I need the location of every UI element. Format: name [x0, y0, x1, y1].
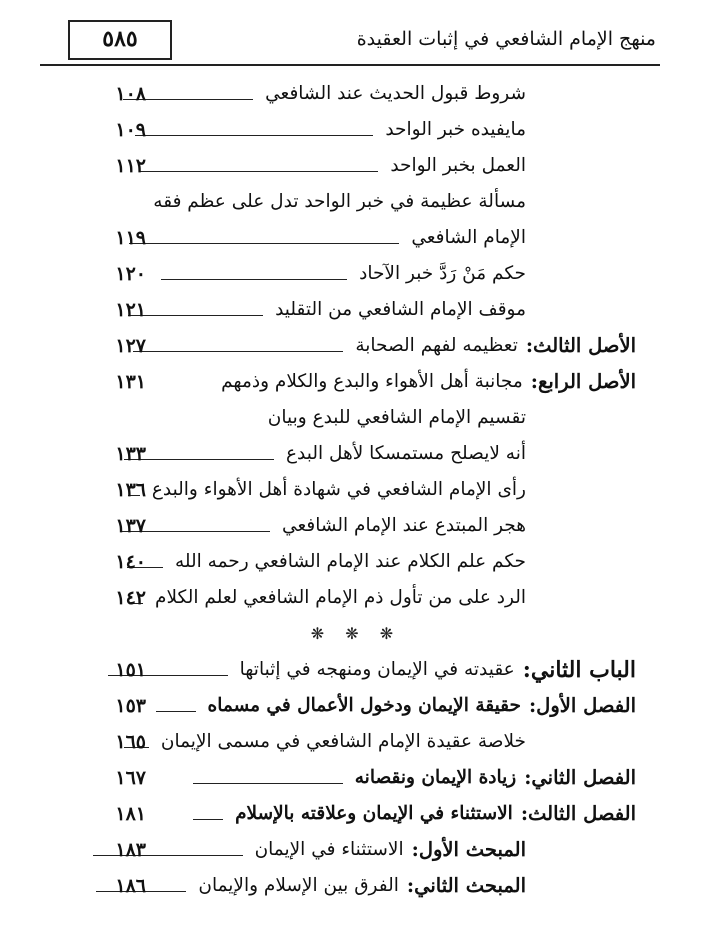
toc-page-number: ١٨١ — [115, 803, 146, 825]
toc-title: الاستثناء في الإيمان وعلاقته بالإسلام — [235, 803, 513, 824]
toc-page-number: ١٤٠ — [115, 551, 146, 573]
toc-title: تقسيم الإمام الشافعي للبدع وبيان — [267, 407, 526, 428]
toc-page-number: ١٠٩ — [115, 119, 146, 141]
toc-entry — [76, 220, 636, 256]
toc-page-number: ١٦٧ — [115, 767, 146, 789]
toc-entry — [76, 868, 636, 904]
toc-entry — [76, 724, 636, 760]
toc-label: الفصل الثالث: — [520, 802, 636, 825]
toc-entry — [76, 76, 636, 112]
leader-line — [161, 279, 347, 280]
toc-label: الأصل الرابع: — [530, 370, 636, 393]
toc-entry — [76, 184, 636, 220]
toc-page-number: ١٣٦ — [115, 479, 146, 501]
toc-page-number: ١٣٧ — [115, 515, 146, 537]
toc-page-number: ١٢١ — [115, 299, 146, 321]
toc-title: مجانبة أهل الأهواء والبدع والكلام وذمهم — [221, 371, 523, 392]
toc-title: هجر المبتدع عند الإمام الشافعي — [282, 515, 526, 536]
table-of-contents — [76, 76, 636, 904]
toc-entry — [76, 436, 636, 472]
toc-label: الفصل الأول: — [528, 694, 636, 717]
toc-label: المبحث الثاني: — [406, 874, 526, 897]
toc-title: الفرق بين الإسلام والإيمان — [198, 875, 399, 896]
toc-entry — [76, 364, 636, 400]
toc-title: زيادة الإيمان ونقصانه — [354, 767, 517, 788]
toc-entry — [76, 796, 636, 832]
running-title: منهج الإمام الشافعي في إثبات العقيدة — [356, 28, 656, 50]
toc-page-number: ١٨٦ — [115, 875, 146, 897]
toc-page-number: ١٨٣ — [115, 839, 146, 861]
toc-entry — [76, 112, 636, 148]
toc-label: المبحث الأول: — [411, 838, 526, 861]
toc-entry — [76, 652, 636, 688]
leader-line — [193, 783, 343, 784]
toc-page-number: ١٢٠ — [115, 263, 146, 285]
section-separator: ❋ ❋ ❋ — [310, 624, 402, 643]
leader-line — [140, 171, 378, 172]
toc-title: مسألة عظيمة في خبر الواحد تدل على عظم فقه — [153, 191, 526, 212]
leader-line — [193, 819, 223, 820]
toc-label: الباب الثاني: — [522, 657, 636, 683]
toc-page-number: ١٣١ — [115, 371, 146, 393]
leader-line — [156, 711, 196, 712]
toc-title: أنه لايصلح مستمسكا لأهل البدع — [285, 443, 526, 464]
toc-entry — [76, 292, 636, 328]
toc-entry — [76, 760, 636, 796]
toc-entry — [76, 832, 636, 868]
toc-entry — [76, 148, 636, 184]
toc-title: خلاصة عقيدة الإمام الشافعي في مسمى الإيمان — [160, 731, 526, 752]
leader-line — [129, 243, 399, 244]
page-header — [40, 20, 660, 66]
toc-label: الأصل الثالث: — [525, 334, 636, 357]
toc-title: موقف الإمام الشافعي من التقليد — [275, 299, 526, 320]
leader-line — [128, 315, 263, 316]
toc-title: شروط قبول الحديث عند الشافعي — [265, 83, 526, 104]
toc-entry — [76, 328, 636, 364]
toc-title: مايفيده خبر الواحد — [385, 119, 526, 140]
toc-entry — [76, 472, 636, 508]
toc-page-number: ١٣٣ — [115, 443, 146, 465]
toc-entry — [76, 400, 636, 436]
toc-page-number: ١٦٥ — [115, 731, 146, 753]
toc-page-number: ١١٢ — [115, 155, 146, 177]
toc-title: العمل بخبر الواحد — [390, 155, 526, 176]
toc-label: الفصل الثاني: — [524, 766, 636, 789]
toc-entry — [76, 256, 636, 292]
toc-title: رأى الإمام الشافعي في شهادة أهل الأهواء والبدع — [151, 479, 526, 500]
leader-line — [133, 351, 343, 352]
toc-page-number — [76, 184, 146, 220]
toc-page-number: ١١٩ — [115, 227, 146, 249]
toc-title: الإمام الشافعي — [411, 227, 526, 248]
toc-title: حكم مَنْ رَدَّ خبر الآحاد — [359, 263, 526, 284]
toc-page-number: ١٢٧ — [115, 335, 146, 357]
toc-page-number — [76, 400, 146, 436]
leader-line — [124, 459, 274, 460]
toc-title: عقيدته في الإيمان ومنهجه في إثباتها — [239, 659, 515, 680]
toc-title: حكم علم الكلام عند الإمام الشافعي رحمه الله — [174, 551, 526, 572]
toc-entry — [76, 544, 636, 580]
toc-entry — [76, 688, 636, 724]
toc-page-number: ١٥١ — [115, 659, 146, 681]
toc-title: حقيقة الإيمان ودخول الأعمال في مسماه — [207, 695, 521, 716]
toc-title: الاستثناء في الإيمان — [254, 839, 404, 860]
toc-title: الرد على من تأول ذم الإمام الشافعي لعلم الكلام — [155, 587, 526, 608]
toc-entry — [76, 580, 636, 616]
page-number-box: ٥٨٥ — [68, 20, 172, 60]
toc-page-number: ١٥٣ — [115, 695, 146, 717]
toc-page-number: ١٤٢ — [115, 587, 146, 609]
leader-line — [135, 135, 373, 136]
toc-title: تعظيمه لفهم الصحابة — [355, 335, 518, 356]
toc-entry — [76, 508, 636, 544]
header-rule — [40, 64, 660, 66]
toc-page-number: ١٠٨ — [115, 83, 146, 105]
